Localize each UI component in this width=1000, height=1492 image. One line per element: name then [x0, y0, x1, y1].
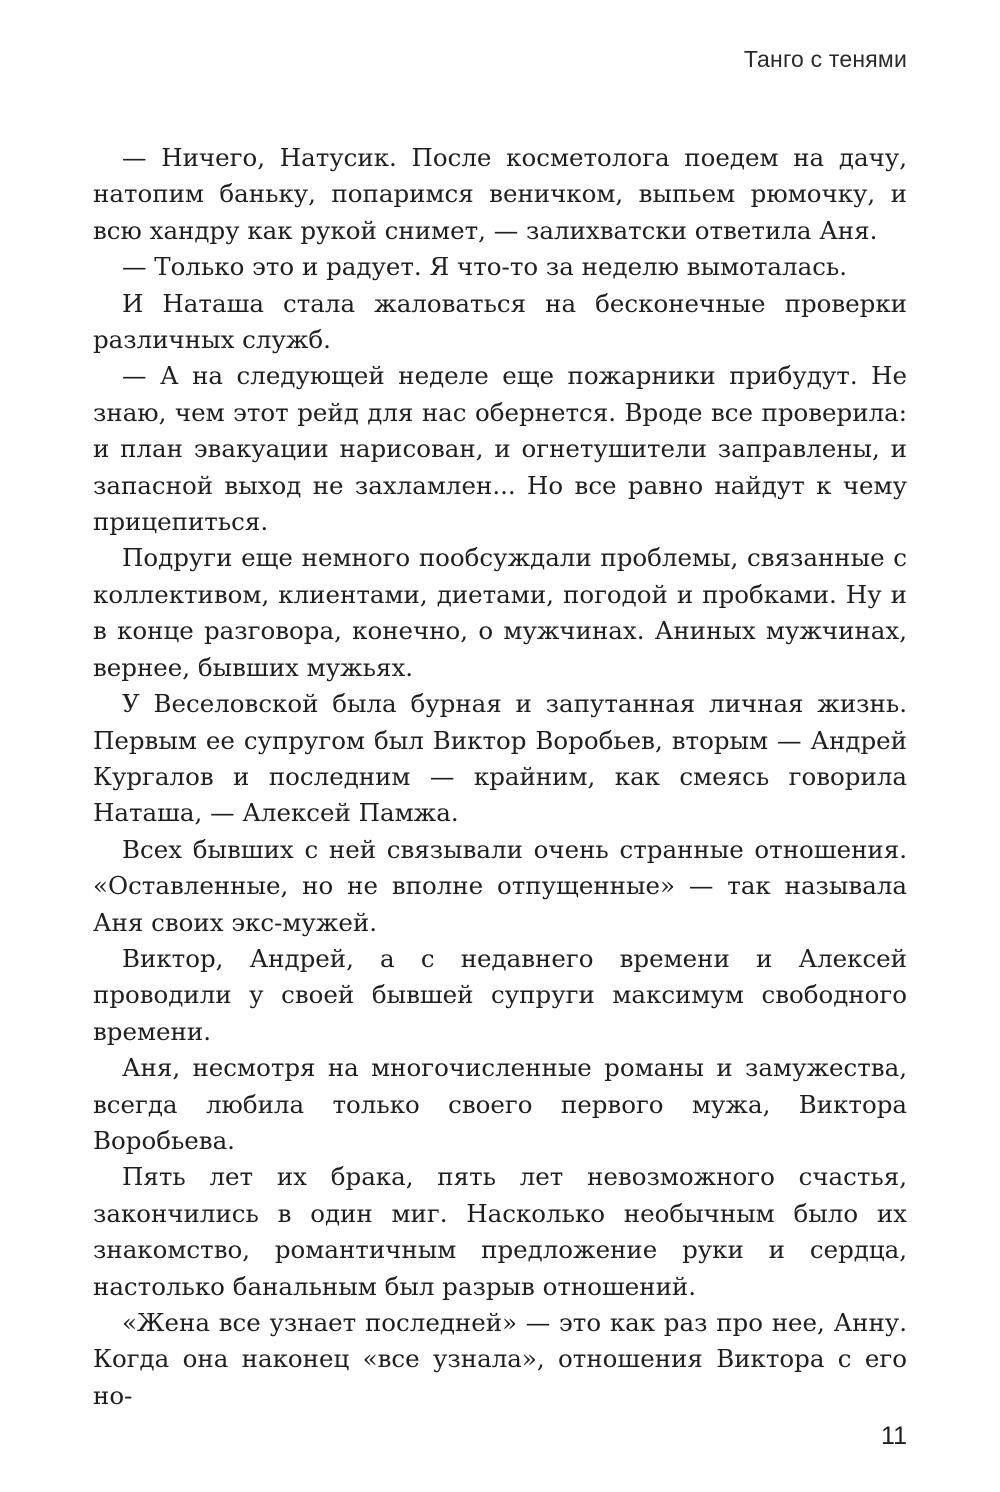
paragraph: Подруги еще немного пообсуждали проблемы, связанные с коллективом, клиентами, диетами, погодой и пробками. Ну и в конце разговора, конечно, о мужчинах. Аниных мужчинах, вернее, бывших мужьях.	[93, 543, 907, 682]
paragraph: Аня, несмотря на многочисленные романы и замужества, всегда любила только своего первого мужа, Виктора Воробьева.	[93, 1053, 907, 1155]
paragraph: — А на следующей неделе еще пожарники прибудут. Не знаю, чем этот рейд для нас обернется. Вроде все проверила: и план эвакуации нарисован, и огнетушители заправлены, и запасной выход не захламлен... Но все равно найдут к чему прицепиться.	[93, 361, 907, 537]
paragraph: Всех бывших с ней связывали очень странные отношения. «Оставленные, но не вполне отпущенные» — так называла Аня своих экс-мужей.	[93, 834, 907, 937]
paragraph: «Жена все узнает последней» — это как раз про нее, Анну. Когда она наконец «все узнала», отношения Виктора с его но-	[93, 1308, 907, 1410]
paragraph: И Наташа стала жаловаться на бесконечные проверки различных служб.	[93, 288, 907, 355]
running-header: Танго с тенями	[743, 46, 907, 72]
paragraph: Пять лет их брака, пять лет невозможного счастья, закончились в один миг. Насколько необычным было их знакомство, романтичным предложение руки и сердца, настолько банальным был разрыв отношений.	[93, 1162, 907, 1301]
paragraph: — Только это и радует. Я что-то за неделю вымоталась.	[122, 252, 848, 282]
paragraph: — Ничего, Натусик. После косметолога поедем на дачу, натопим баньку, попаримся веничком, выпьем рюмочку, и всю хандру как рукой снимет, — залихватски ответила Аня.	[93, 143, 907, 245]
page-number: 11	[881, 1422, 907, 1450]
paragraph: У Веселовской была бурная и запутанная личная жизнь. Первым ее супругом был Виктор Воробьев, вторым — Андрей Кургалов и последним — крайним, как смеясь говорила Наташа, — Алексей Памжа.	[93, 689, 907, 828]
paragraph: Виктор, Андрей, а с недавнего времени и Алексей проводили у своей бывшей супруги максимум свободного времени.	[93, 943, 907, 1046]
body-text	[93, 140, 907, 1414]
